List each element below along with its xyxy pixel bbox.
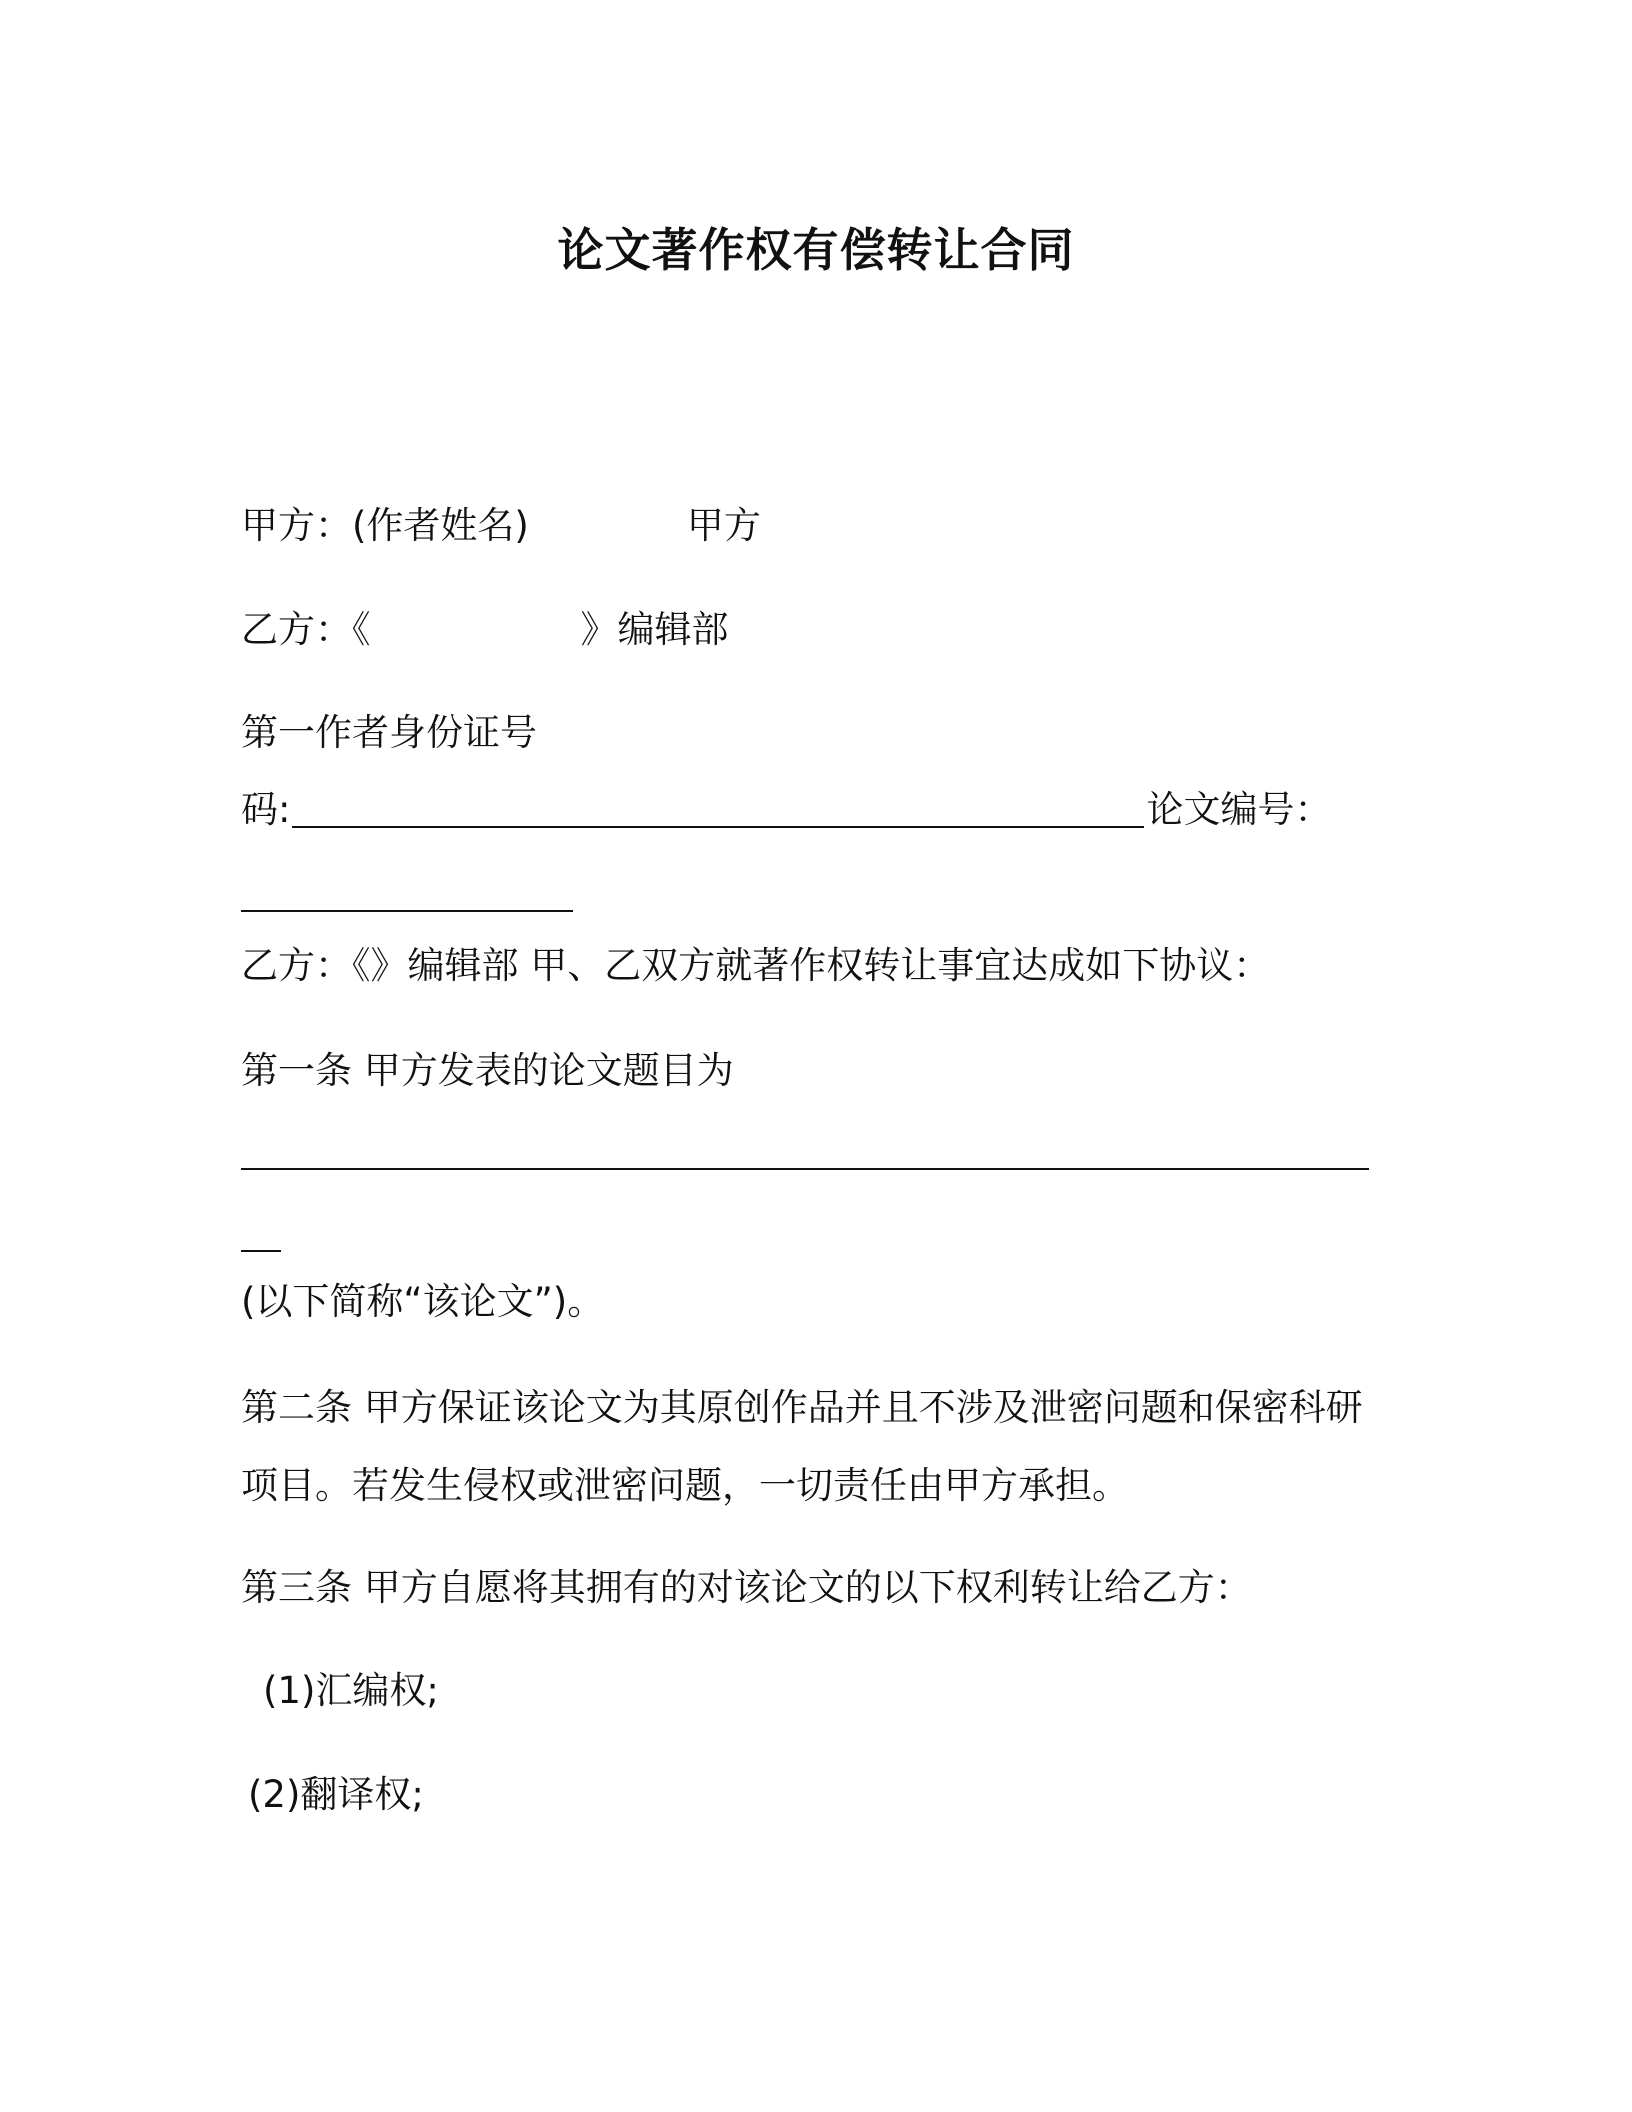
article-3-item: (1)汇编权; bbox=[263, 1669, 439, 1712]
paper-no-label: 论文编号： bbox=[1146, 788, 1332, 831]
article-2-line-1: 第二条 甲方保证该论文为其原创作品并且不涉及泄密问题和保密科研 bbox=[241, 1386, 1363, 1429]
party-b-line bbox=[241, 607, 729, 653]
paper-title-blank bbox=[241, 1168, 1369, 1170]
party-a-line bbox=[241, 503, 761, 549]
article-2-line-2: 项目。若发生侵权或泄密问题，一切责任由甲方承担。 bbox=[241, 1464, 1129, 1507]
party-b-agreement: 乙方：《》编辑部 甲、乙双方就著作权转让事宜达成如下协议： bbox=[241, 944, 1271, 987]
id-prefix: 码: bbox=[241, 788, 291, 831]
id-number-blank bbox=[292, 826, 1144, 828]
page-title: 论文著作权有偿转让合同 bbox=[557, 223, 1075, 277]
article-3-text: 第三条 甲方自愿将其拥有的对该论文的以下权利转让给乙方： bbox=[241, 1566, 1252, 1609]
party-a-after: 甲方 bbox=[686, 504, 761, 547]
paper-title-blank-continuation bbox=[241, 1250, 281, 1252]
party-a-label: 甲方：(作者姓名) bbox=[241, 504, 529, 547]
id-line-1: 第一作者身份证号 bbox=[241, 711, 537, 754]
article-1-suffix: (以下简称“该论文”)。 bbox=[241, 1280, 605, 1323]
party-b-suffix: 》编辑部 bbox=[580, 608, 729, 651]
article-3-item: (2)翻译权; bbox=[248, 1773, 424, 1816]
party-b-prefix: 乙方：《 bbox=[241, 608, 371, 651]
article-1-text: 第一条 甲方发表的论文题目为 bbox=[241, 1049, 734, 1092]
paper-number-blank bbox=[241, 910, 573, 912]
